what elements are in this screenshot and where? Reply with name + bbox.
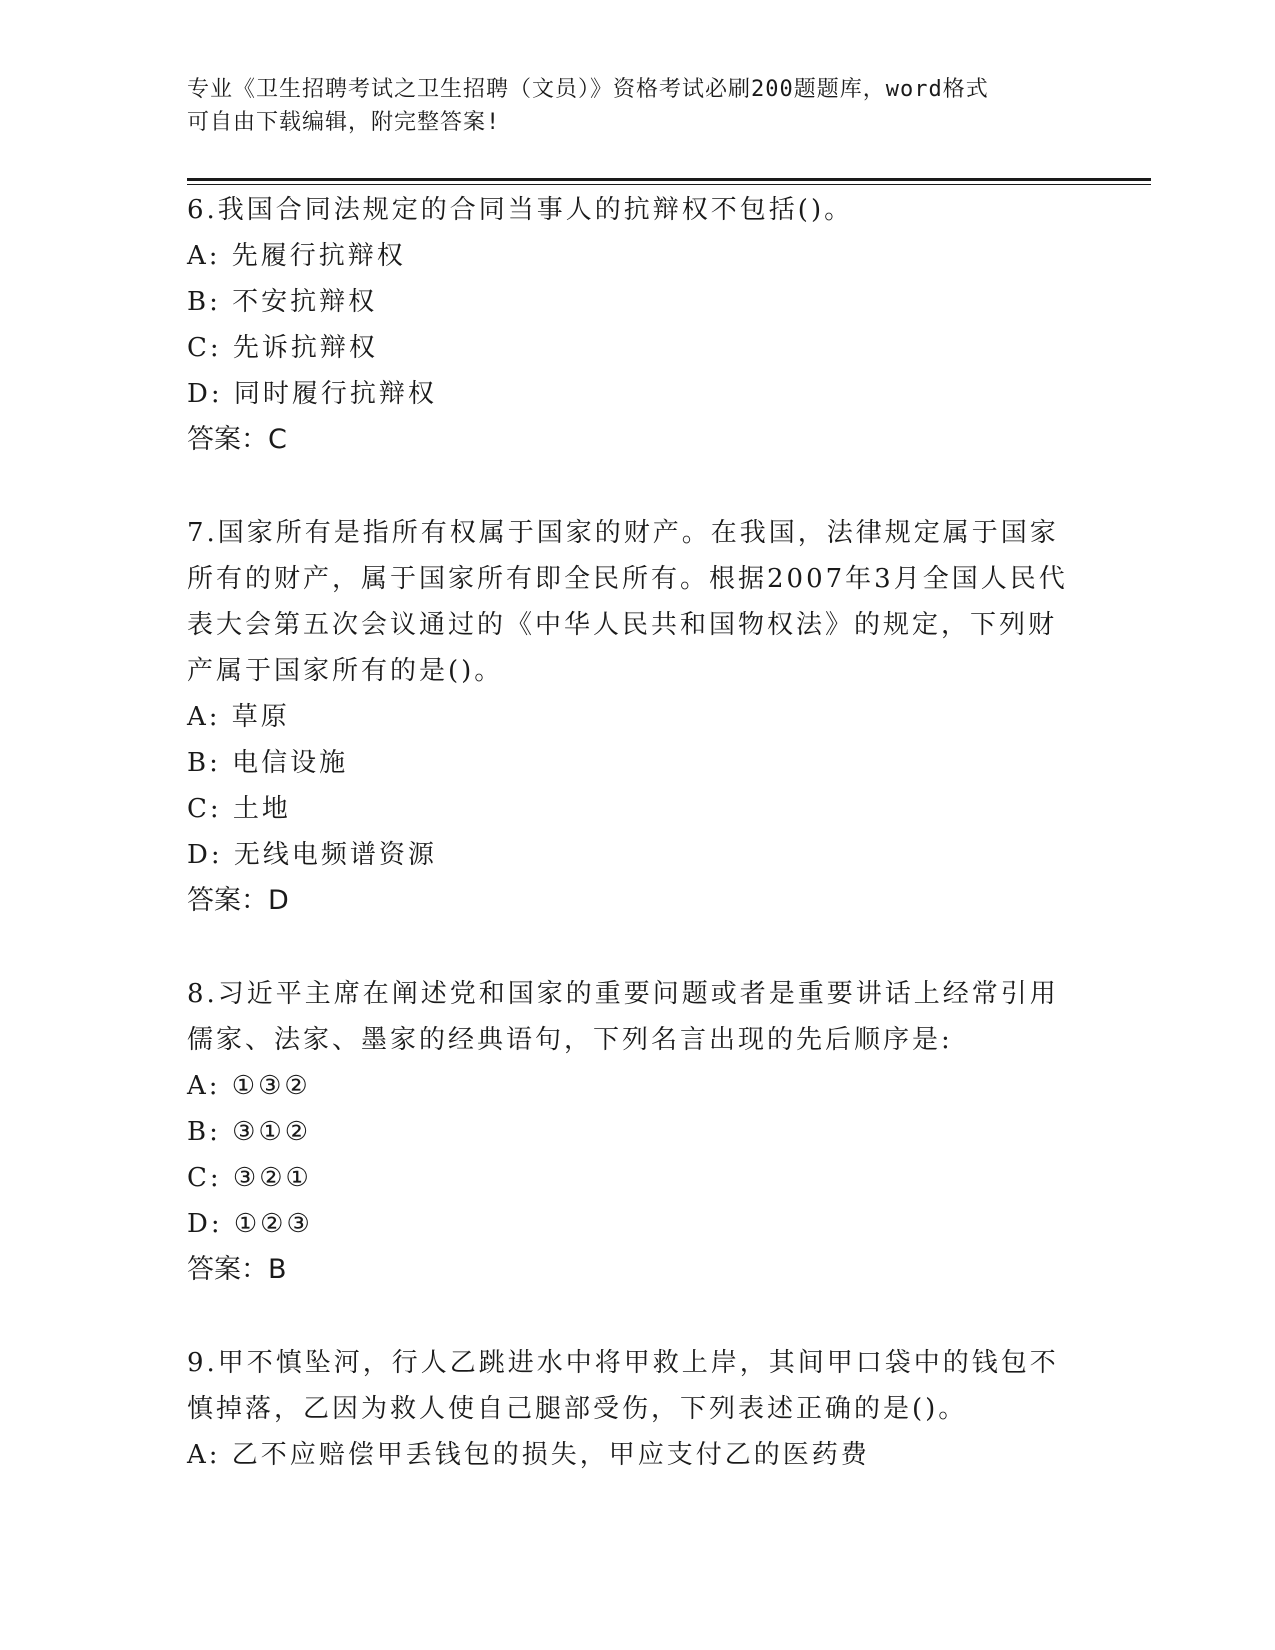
option-d: D: 同时履行抗辩权: [187, 379, 437, 409]
option-a: A: ①③②: [187, 1071, 311, 1101]
question-stem: 6.我国合同法规定的合同当事人的抗辩权不包括()。: [187, 195, 854, 225]
header-line-1: 专业《卫生招聘考试之卫生招聘（文员）》资格考试必刷200题题库，word格式: [187, 77, 989, 102]
option-b: B: 不安抗辩权: [187, 287, 378, 317]
option-d: D: ①②③: [187, 1209, 313, 1239]
option-b: B: 电信设施: [187, 748, 349, 778]
question-7: [187, 510, 1087, 924]
question-stem-line-1: 7.国家所有是指所有权属于国家的财产。在我国，法律规定属于国家: [187, 518, 1059, 548]
question-stem-line-2: 慎掉落，乙因为救人使自己腿部受伤，下列表述正确的是()。: [187, 1394, 968, 1424]
option-c: C: 先诉抗辩权: [187, 333, 378, 363]
question-8: [187, 971, 1087, 1293]
header-line-2: 可自由下载编辑，附完整答案!: [187, 110, 501, 135]
option-a: A: 乙不应赔偿甲丢钱包的损失，甲应支付乙的医药费: [187, 1440, 870, 1470]
option-a: A: 草原: [187, 702, 290, 732]
question-stem-line-1: 9.甲不慎坠河，行人乙跳进水中将甲救上岸，其间甲口袋中的钱包不: [187, 1348, 1059, 1378]
option-d: D: 无线电频谱资源: [187, 840, 437, 870]
question-9: [187, 1340, 1087, 1478]
question-6: [187, 187, 1087, 463]
question-stem-line-1: 8.习近平主席在阐述党和国家的重要问题或者是重要讲话上经常引用: [187, 979, 1059, 1009]
option-b: B: ③①②: [187, 1117, 312, 1147]
question-stem-line-3: 表大会第五次会议通过的《中华人民共和国物权法》的规定，下列财: [187, 610, 1058, 640]
question-stem-line-2: 所有的财产，属于国家所有即全民所有。根据2007年3月全国人民代: [187, 564, 1068, 594]
header-divider-thin: [187, 184, 1151, 185]
answer-line: 答案：D: [187, 885, 289, 916]
answer-line: 答案：B: [187, 1254, 287, 1285]
option-c: C: ③②①: [187, 1163, 312, 1193]
question-stem-line-2: 儒家、法家、墨家的经典语句，下列名言出现的先后顺序是:: [187, 1025, 953, 1055]
header-divider-thick: [187, 178, 1151, 181]
option-a: A: 先履行抗辩权: [187, 241, 406, 271]
question-list: [187, 187, 1087, 1525]
answer-line: 答案：C: [187, 424, 287, 455]
document-header: [187, 73, 1087, 139]
option-c: C: 土地: [187, 794, 291, 824]
question-stem-line-4: 产属于国家所有的是()。: [187, 656, 504, 686]
